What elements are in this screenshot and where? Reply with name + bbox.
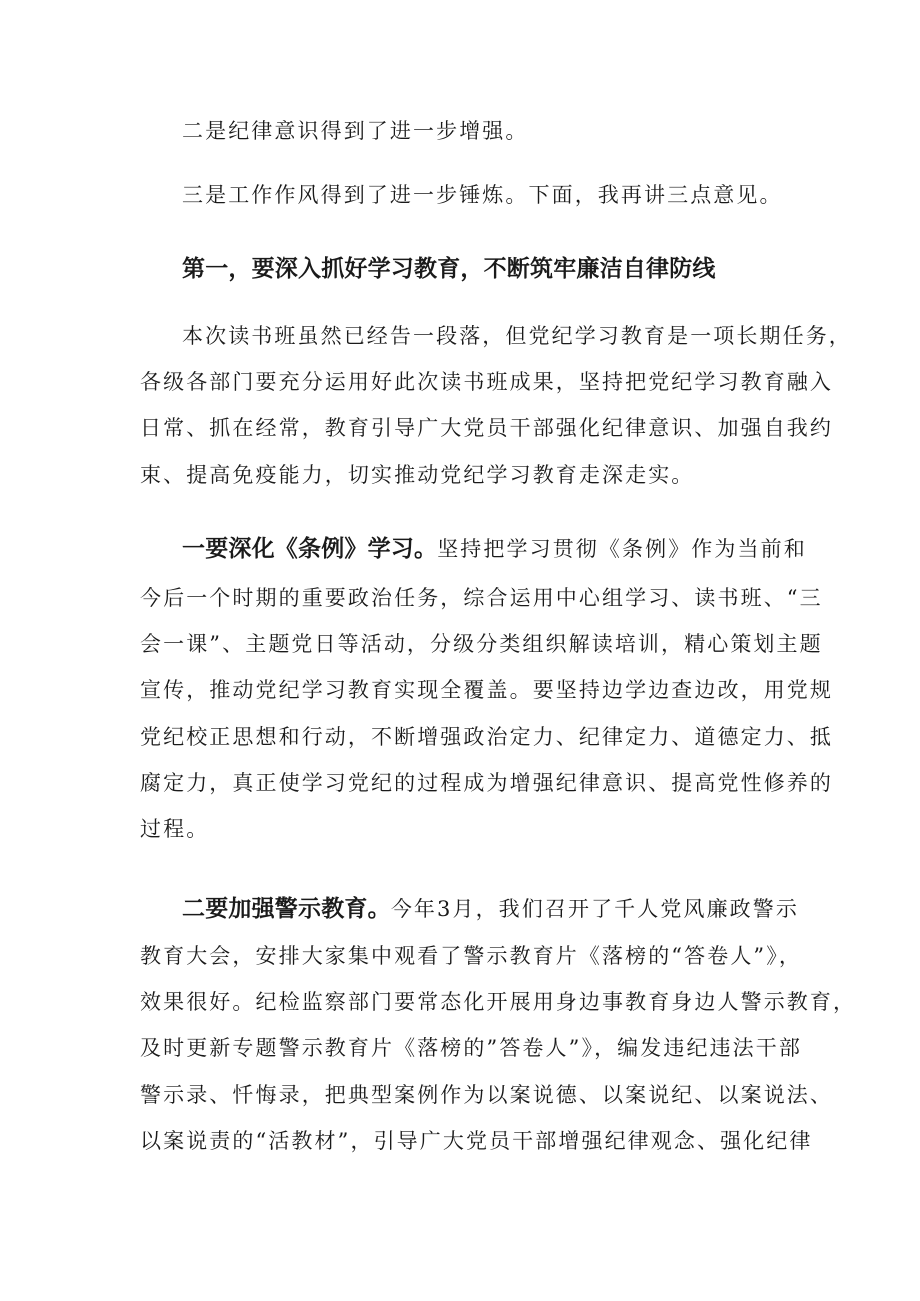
item2-line-3: 效果很好。纪检监察部门要常态化开展用身边事教育身边人警示教育，	[140, 990, 857, 1014]
item2-line-6: 以案说责的“活教材”，引导广大党员干部增强纪律观念、强化纪律	[140, 1129, 813, 1153]
section1-para-line-1: 本次读书班虽然已经告一段落，但党纪学习教育是一项长期任务，	[182, 324, 852, 348]
intro-line-1: 二是纪律意识得到了进一步增强。	[182, 119, 529, 143]
item1-line-3: 会一课”、主题党日等活动，分级分类组织解读培训，精心策划主题	[140, 632, 823, 656]
item1-first-line	[182, 534, 842, 564]
section1-para-line-2: 各级各部门要充分运用好此次读书班成果，坚持把党纪学习教育融入	[140, 370, 833, 394]
section1-para-line-4: 束、提高免疫能力，切实推动党纪学习教育走深走实。	[140, 463, 695, 487]
item2-lead: 二要加强警示教育。	[182, 896, 391, 922]
item1-first-line-rest: 坚持把学习贯彻《条例》作为当前和	[437, 537, 807, 561]
item2-first-line-rest: 今年3月，我们召开了千人党风廉政警示	[390, 897, 799, 921]
section-heading: 第一，要深入抓好学习教育，不断筑牢廉洁自律防线	[182, 256, 716, 282]
intro-line-2: 三是工作作风得到了进一步锤炼。下面，我再讲三点意见。	[182, 183, 783, 207]
item1-line-2: 今后一个时期的重要政治任务，综合运用中心组学习、读书班、“三	[140, 586, 823, 610]
item1-line-7: 过程。	[140, 817, 210, 841]
item2-first-line	[182, 894, 842, 924]
item1-line-4: 宣传，推动党纪学习教育实现全覆盖。要坚持边学边查边改，用党规	[140, 678, 833, 702]
item1-line-6: 腐定力，真正使学习党纪的过程成为增强纪律意识、提高党性修养的	[140, 771, 833, 795]
item2-line-2: 教育大会，安排大家集中观看了警示教育片《落榜的“答卷人”》，	[140, 944, 802, 968]
item2-line-4: 及时更新专题警示教育片《落榜的”答卷人”》，编发违纪违法干部	[140, 1036, 802, 1060]
item2-line-5: 警示录、忏悔录，把典型案例作为以案说德、以案说纪、以案说法、	[140, 1083, 833, 1107]
item1-lead: 一要深化《条例》学习。	[182, 536, 438, 562]
item1-line-5: 党纪校正思想和行动，不断增强政治定力、纪律定力、道德定力、抵	[140, 725, 833, 749]
section1-para-line-3: 日常、抓在经常，教育引导广大党员干部强化纪律意识、加强自我约	[140, 416, 833, 440]
